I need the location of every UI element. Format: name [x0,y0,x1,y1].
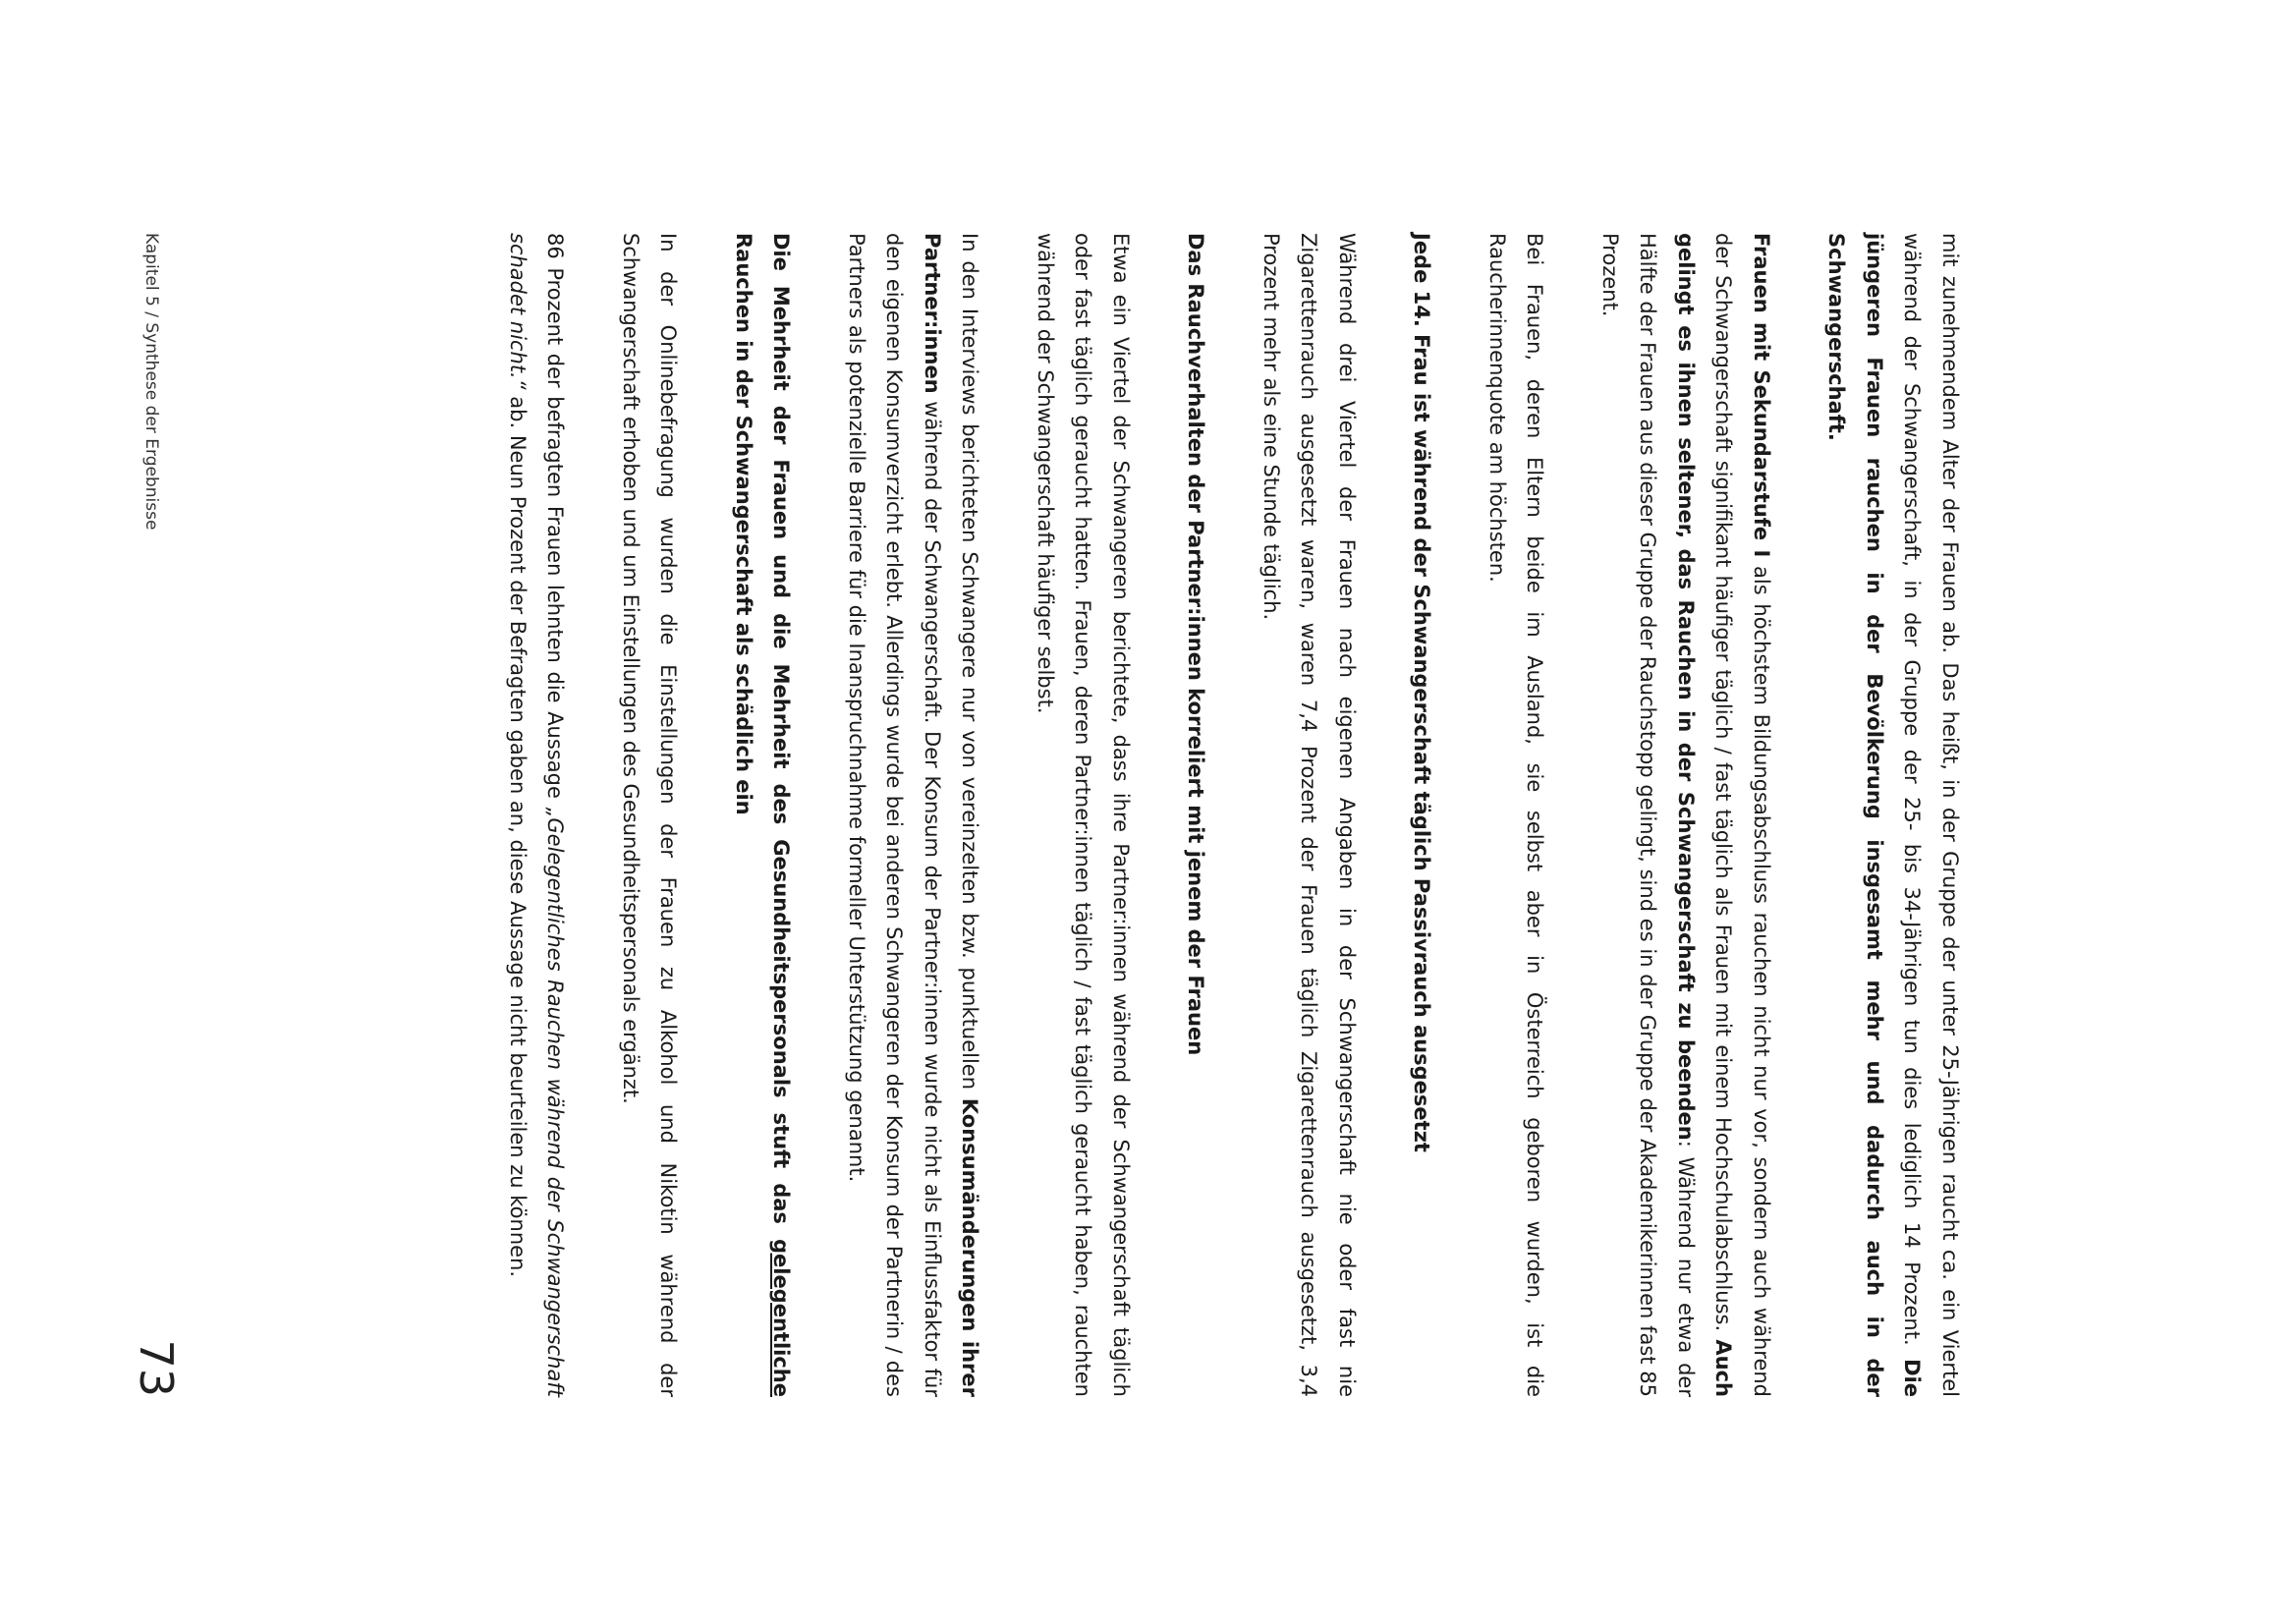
chapter-label: Kapitel 5 / Synthese der Ergebnisse [141,233,161,531]
body-paragraph: In den Interviews berichteten Schwangere nur von vereinzelten bzw. punktuellen Konsumänderungen ihrer Partner:innen während der Schwangerschaft. Der Konsum der Partner:innen wurde nicht als Einflussfaktor für den eigenen Konsumverzicht erlebt. Allerdings wurde bei anderen Schwangeren der Konsum der Partnerin / des Partners als potenzielle Barriere für die Inanspruchnahme formeller Unterstützung genannt. [845,233,982,1397]
section-heading: Jede 14. Frau ist während der Schwangerschaft täglich Passivrauch ausgesetzt [1410,233,1434,1152]
body-paragraph: Frauen mit Sekundarstufe I als höchstem Bildungsabschluss rauchen nicht nur vor, sondern auch während der Schwangerschaft signifikant häufiger täglich / fast täglich als Frauen mit einem Hochschulabschluss. Auch gelingt es ihnen seltener, das Rauchen in der Schwangerschaft zu beenden: Während nur etwa der Hälfte der Frauen aus dieser Gruppe der Rauchstopp gelingt, sind es in der Gruppe der Akademikerinnen fast 85 Prozent. [1598,233,1773,1398]
section-heading: Das Rauchverhalten der Partner:innen korreliert mit jenem der Frauen [1184,233,1208,1056]
page-content [462,233,1970,1397]
body-paragraph: Etwa ein Viertel der Schwangeren berichtete, dass ihre Partner:innen während der Schwangerschaft täglich oder fast täglich geraucht hatten. Frauen, deren Partner:innen täglich / fast täglich geraucht haben, rauchten während der Schwangerschaft häufiger selbst. [1034,233,1133,1397]
page-number: 73 [130,1339,183,1397]
body-paragraph: 86 Prozent der befragten Frauen lehnten die Aussage „Gelegentliches Rauchen während der Schwangerschaft schadet nicht.“ ab. Neun Prozent der Befragten gaben an, diese Aussage nicht beurteilen zu können. [506,233,568,1397]
body-paragraph: In der Onlinebefragung wurden die Einstellungen der Frauen zu Alkohol und Nikotin während der Schwangerschaft erhoben und um Einstellungen des Gesundheitspersonals ergänzt. [619,233,681,1397]
body-paragraph: Bei Frauen, deren Eltern beide im Ausland, sie selbst aber in Österreich geboren wurden, ist die Raucherinnenquote am höchsten. [1485,233,1547,1397]
body-paragraph: Während drei Viertel der Frauen nach eigenen Angaben in der Schwangerschaft nie oder fast nie Zigarettenrauch ausgesetzt waren, waren 7,4 Prozent der Frauen täglich Zigarettenrauch ausgesetzt, 3,4 Prozent mehr als eine Stunde täglich. [1259,233,1359,1397]
section-heading: Die Mehrheit der Frauen und die Mehrheit des Gesundheitspersonals stuft das gelegentliche Rauchen in der Schwangerschaft als schädlich ein [732,233,794,1397]
body-paragraph: mit zunehmendem Alter der Frauen ab. Das heißt, in der Gruppe der unter 25-Jährigen raucht ca. ein Viertel während der Schwangerschaft, in der Gruppe der 25- bis 34-Jährigen tun dies lediglich 14 Prozent. Die jüngeren Frauen rauchen in der Bevölkerung insgesamt mehr und dadurch auch in der Schwangerschaft. [1824,233,1962,1397]
page-footer [124,233,183,1397]
